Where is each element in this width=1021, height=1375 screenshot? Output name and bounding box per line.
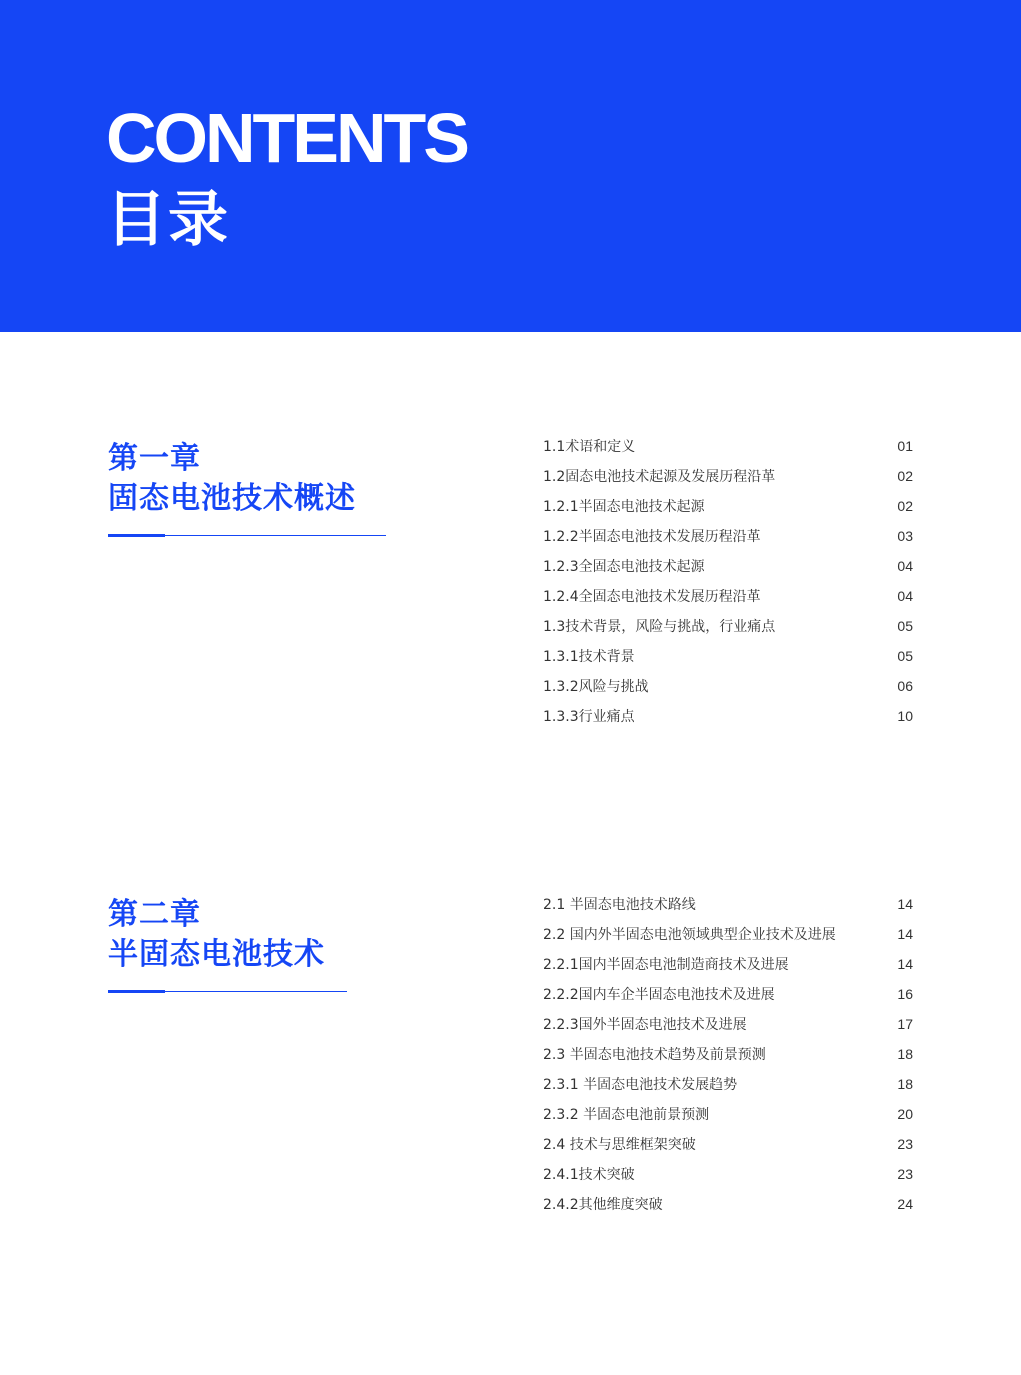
chapter-1-toc: [543, 431, 913, 731]
toc-item[interactable]: [543, 1189, 913, 1219]
chapter-1-label: 第一章: [108, 441, 201, 476]
toc-item-page: 04: [897, 558, 913, 574]
toc-item[interactable]: [543, 491, 913, 521]
toc-item-label: 1.2.2半固态电池技术发展历程沿革: [543, 529, 761, 545]
chapter-2-divider: [108, 991, 347, 992]
toc-item[interactable]: [543, 671, 913, 701]
toc-item-label: 2.3 半固态电池技术趋势及前景预测: [543, 1047, 766, 1063]
toc-item-label: 1.2固态电池技术起源及发展历程沿革: [543, 469, 776, 485]
toc-item-label: 1.2.3全固态电池技术起源: [543, 559, 705, 575]
toc-item-page: 05: [897, 648, 913, 664]
toc-item[interactable]: [543, 889, 913, 919]
chapter-2-title: 半固态电池技术: [108, 937, 325, 972]
toc-item-page: 02: [897, 468, 913, 484]
toc-item[interactable]: [543, 551, 913, 581]
toc-item-label: 1.2.4全固态电池技术发展历程沿革: [543, 589, 761, 605]
toc-item-label: 1.3.1技术背景: [543, 649, 635, 665]
chapter-1-title: 固态电池技术概述: [108, 481, 356, 516]
toc-item-label: 2.4 技术与思维框架突破: [543, 1137, 696, 1153]
toc-item[interactable]: [543, 1039, 913, 1069]
toc-item-page: 04: [897, 588, 913, 604]
toc-item-label: 2.2.1国内半固态电池制造商技术及进展: [543, 957, 789, 973]
toc-item[interactable]: [543, 701, 913, 731]
toc-item[interactable]: [543, 919, 913, 949]
contents-title-chinese: 目录: [106, 185, 230, 255]
toc-item-page: 18: [897, 1076, 913, 1092]
toc-item-label: 2.3.1 半固态电池技术发展趋势: [543, 1077, 738, 1093]
toc-item-label: 1.2.1半固态电池技术起源: [543, 499, 705, 515]
toc-item-page: 10: [897, 708, 913, 724]
chapter-1-divider: [108, 535, 386, 536]
chapter-2-heading: [108, 895, 347, 992]
toc-item-label: 2.2.2国内车企半固态电池技术及进展: [543, 987, 775, 1003]
toc-item-page: 23: [897, 1136, 913, 1152]
toc-item-page: 14: [897, 926, 913, 942]
toc-item-page: 17: [897, 1016, 913, 1032]
toc-item[interactable]: [543, 1009, 913, 1039]
toc-item-page: 16: [897, 986, 913, 1002]
toc-item[interactable]: [543, 431, 913, 461]
toc-item[interactable]: [543, 1099, 913, 1129]
toc-item-label: 2.4.1技术突破: [543, 1167, 635, 1183]
chapter-1-heading: [108, 439, 386, 536]
toc-item[interactable]: [543, 521, 913, 551]
toc-item[interactable]: [543, 949, 913, 979]
toc-item[interactable]: [543, 611, 913, 641]
toc-item-label: 2.1 半固态电池技术路线: [543, 897, 696, 913]
toc-item-page: 06: [897, 678, 913, 694]
toc-item[interactable]: [543, 1159, 913, 1189]
toc-item-label: 1.3.2风险与挑战: [543, 679, 649, 695]
toc-item-label: 1.1术语和定义: [543, 439, 636, 455]
toc-item[interactable]: [543, 641, 913, 671]
toc-item-page: 01: [897, 438, 913, 454]
toc-item-page: 03: [897, 528, 913, 544]
toc-item-label: 2.4.2其他维度突破: [543, 1197, 663, 1213]
toc-item[interactable]: [543, 581, 913, 611]
toc-item[interactable]: [543, 979, 913, 1009]
toc-item-page: 23: [897, 1166, 913, 1182]
toc-item-page: 20: [897, 1106, 913, 1122]
toc-item-page: 05: [897, 618, 913, 634]
toc-item-page: 14: [897, 956, 913, 972]
header-band: [0, 0, 1021, 332]
chapter-2-toc: [543, 889, 913, 1219]
toc-item[interactable]: [543, 1129, 913, 1159]
toc-item-page: 14: [897, 896, 913, 912]
toc-item[interactable]: [543, 1069, 913, 1099]
toc-item-label: 1.3技术背景，风险与挑战，行业痛点: [543, 619, 776, 635]
toc-item-label: 2.2 国内外半固态电池领域典型企业技术及进展: [543, 927, 836, 943]
toc-item[interactable]: [543, 461, 913, 491]
toc-item-label: 2.2.3国外半固态电池技术及进展: [543, 1017, 747, 1033]
toc-item-page: 24: [897, 1196, 913, 1212]
toc-item-page: 18: [897, 1046, 913, 1062]
toc-item-label: 2.3.2 半固态电池前景预测: [543, 1107, 710, 1123]
chapter-2-label: 第二章: [108, 897, 201, 932]
contents-title: CONTENTS: [106, 99, 467, 177]
toc-item-label: 1.3.3行业痛点: [543, 709, 635, 725]
toc-item-page: 02: [897, 498, 913, 514]
